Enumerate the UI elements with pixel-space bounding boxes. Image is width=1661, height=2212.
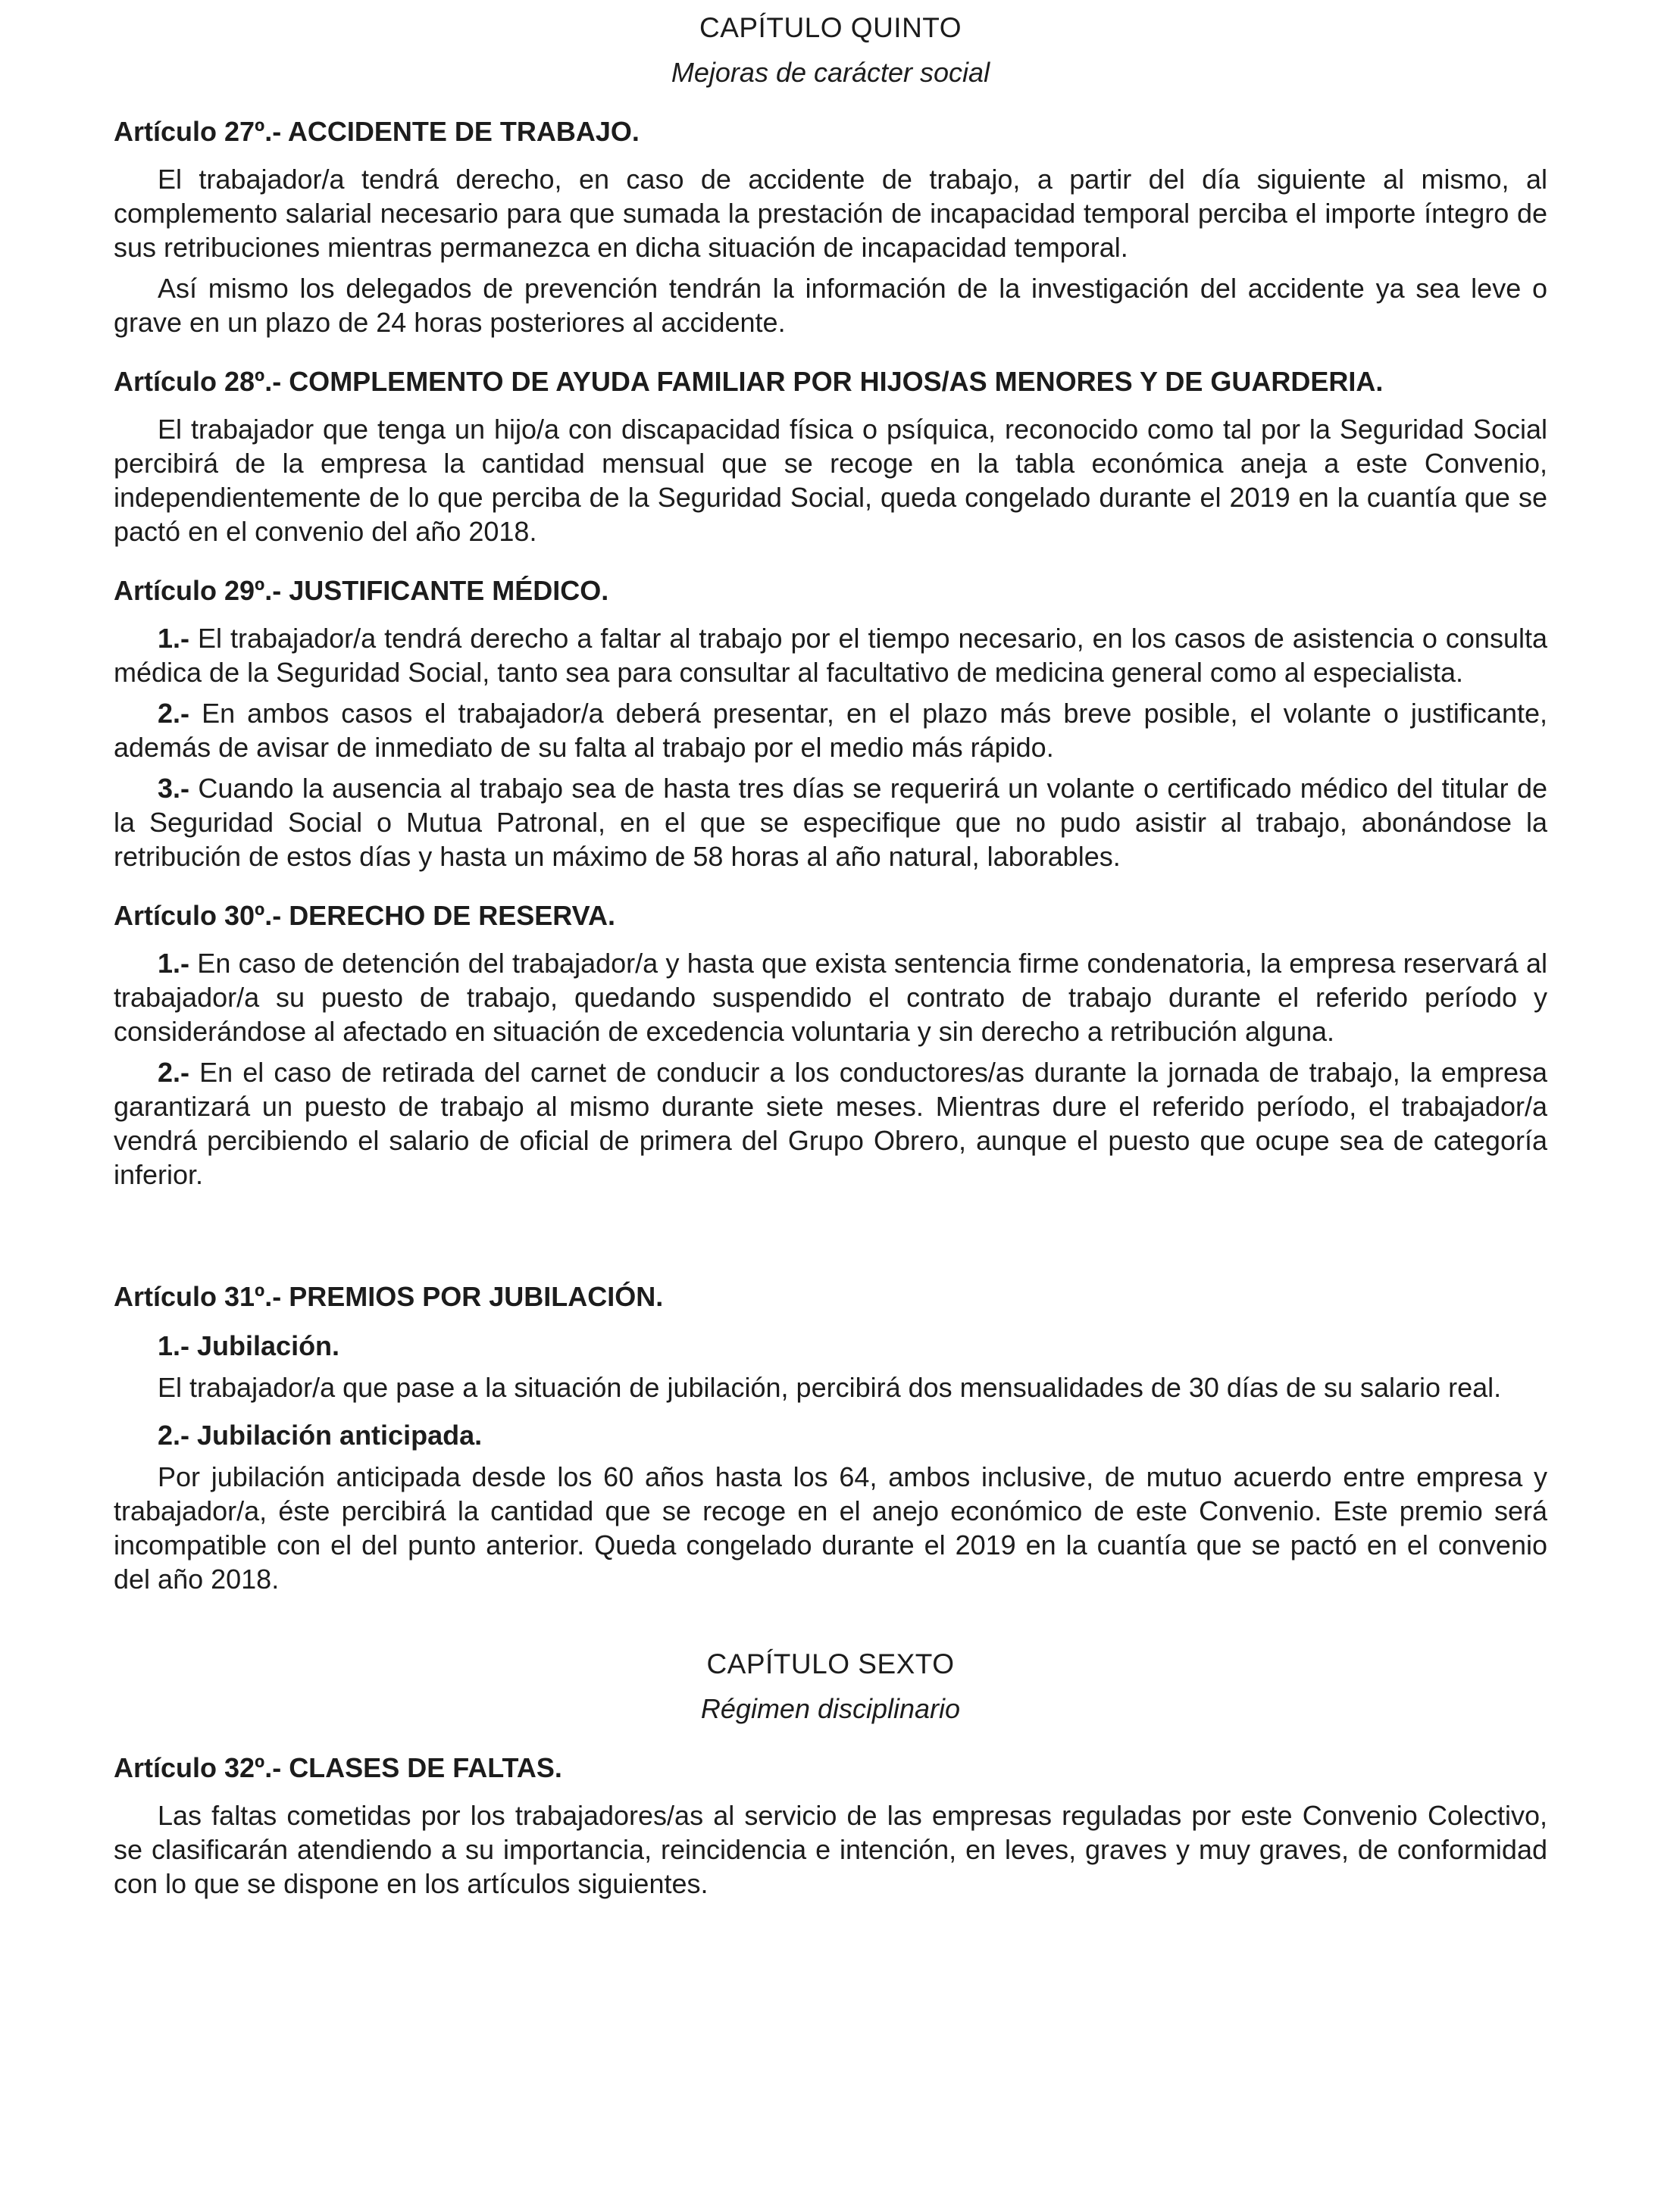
article-30-point-2 [114,1055,1547,1192]
article-29-point-3 [114,771,1547,873]
article-29-section [114,573,1547,873]
article-28-section [114,364,1547,548]
chapter-six-title: CAPÍTULO SEXTO [706,1648,955,1679]
article-27-paragraph-1: El trabajador/a tendrá derecho, en caso de accidente de trabajo, a partir del día siguiente al mismo, al complemento salarial necesario para que sumada la prestación de incapacidad temporal perciba el importe íntegro de sus retribuciones mientras permanezca en dicha situación de incapacidad temporal. [114,164,1547,263]
article-29-point-2 [114,696,1547,764]
article-31-subheading-1: 1.- Jubilación. [158,1330,340,1361]
article-28-paragraph-1: El trabajador que tenga un hijo/a con discapacidad física o psíquica, reconocido como tal por la Seguridad Social percibirá de la empresa la cantidad mensual que se recoge en la tabla económica aneja a este Convenio, independientemente de lo que perciba de la Seguridad Social, queda congelado durante el 2019 en la cuantía que se pactó en el convenio del año 2018. [114,414,1547,547]
article-30-point-1 [114,946,1547,1048]
chapter-five-subtitle: Mejoras de carácter social [671,57,990,88]
point-text: En caso de detención del trabajador/a y hasta que exista sentencia firme condenatoria, la empresa reservará al trabajador/a su puesto de trabajo, quedando suspendido el contrato de trabajo durante el referido período y considerándose al afectado en situación de excedencia voluntaria y sin derecho a retribución alguna. [114,948,1547,1047]
article-31-subheading-2: 2.- Jubilación anticipada. [158,1420,483,1451]
article-32-paragraph-1: Las faltas cometidas por los trabajadores/as al servicio de las empresas reguladas por este Convenio Colectivo, se clasificarán atendiendo a su importancia, reincidencia e intención, en leves, graves y muy graves, de conformidad con lo que se dispone en los artículos siguientes. [114,1800,1547,1899]
point-number: 3.- [158,773,190,804]
vertical-spacer [114,1603,1547,1647]
point-text: En ambos casos el trabajador/a deberá presentar, en el plazo más breve posible, el volante o justificante, además de avisar de inmediato de su falta al trabajo por el medio más rápido. [114,698,1547,763]
article-28-heading: Artículo 28º.- COMPLEMENTO DE AYUDA FAMILIAR POR HIJOS/AS MENORES Y DE GUARDERIA. [114,366,1384,397]
point-number: 1.- [158,948,190,979]
article-27-paragraph-2: Así mismo los delegados de prevención tendrán la información de la investigación del accidente ya sea leve o grave en un plazo de 24 horas posteriores al accidente. [114,273,1547,338]
article-30-section [114,898,1547,1192]
point-number: 1.- [158,623,190,654]
point-text: El trabajador/a tendrá derecho a faltar al trabajo por el tiempo necesario, en los casos de asistencia o consulta médica de la Seguridad Social, tanto sea para consultar al facultativo de medicina general como al especialista. [114,623,1547,688]
point-number: 2.- [158,1057,190,1088]
article-31-heading: Artículo 31º.- PREMIOS POR JUBILACIÓN. [114,1281,664,1312]
article-31-section [114,1279,1547,1596]
chapter-six-subtitle: Régimen disciplinario [700,1693,961,1724]
article-32-section [114,1750,1547,1901]
vertical-spacer [114,1198,1547,1254]
article-27-section [114,114,1547,339]
article-31-paragraph-2: Por jubilación anticipada desde los 60 años hasta los 64, ambos inclusive, de mutuo acuerdo entre empresa y trabajador/a, éste percibirá la cantidad que se recoge en el anejo económico de este Convenio. Este premio será incompatible con el del punto anterior. Queda congelado durante el 2019 en la cuantía que se pactó en el convenio del año 2018. [114,1461,1547,1595]
article-29-heading: Artículo 29º.- JUSTIFICANTE MÉDICO. [114,575,609,606]
point-text: Cuando la ausencia al trabajo sea de hasta tres días se requerirá un volante o certificado médico del titular de la Seguridad Social o Mutua Patronal, en el que se especifique que no pudo asistir al trabajo, abonándose la retribución de estos días y hasta un máximo de 58 horas al año natural, laborables. [114,773,1547,872]
article-27-heading: Artículo 27º.- ACCIDENTE DE TRABAJO. [114,116,640,147]
article-29-point-1 [114,621,1547,689]
chapter-five-title: CAPÍTULO QUINTO [699,12,962,43]
point-number: 2.- [158,698,190,729]
point-text: En el caso de retirada del carnet de conducir a los conductores/as durante la jornada de trabajo, la empresa garantizará un puesto de trabajo al mismo durante siete meses. Mientras dure el referido período, el trabajador/a vendrá percibiendo el salario de oficial de primera del Grupo Obrero, aunque el puesto que ocupe sea de categoría inferior. [114,1057,1547,1190]
article-32-heading: Artículo 32º.- CLASES DE FALTAS. [114,1752,562,1783]
article-31-paragraph-1: El trabajador/a que pase a la situación de jubilación, percibirá dos mensualidades de 30 días de su salario real. [158,1372,1502,1403]
article-30-heading: Artículo 30º.- DERECHO DE RESERVA. [114,900,615,931]
